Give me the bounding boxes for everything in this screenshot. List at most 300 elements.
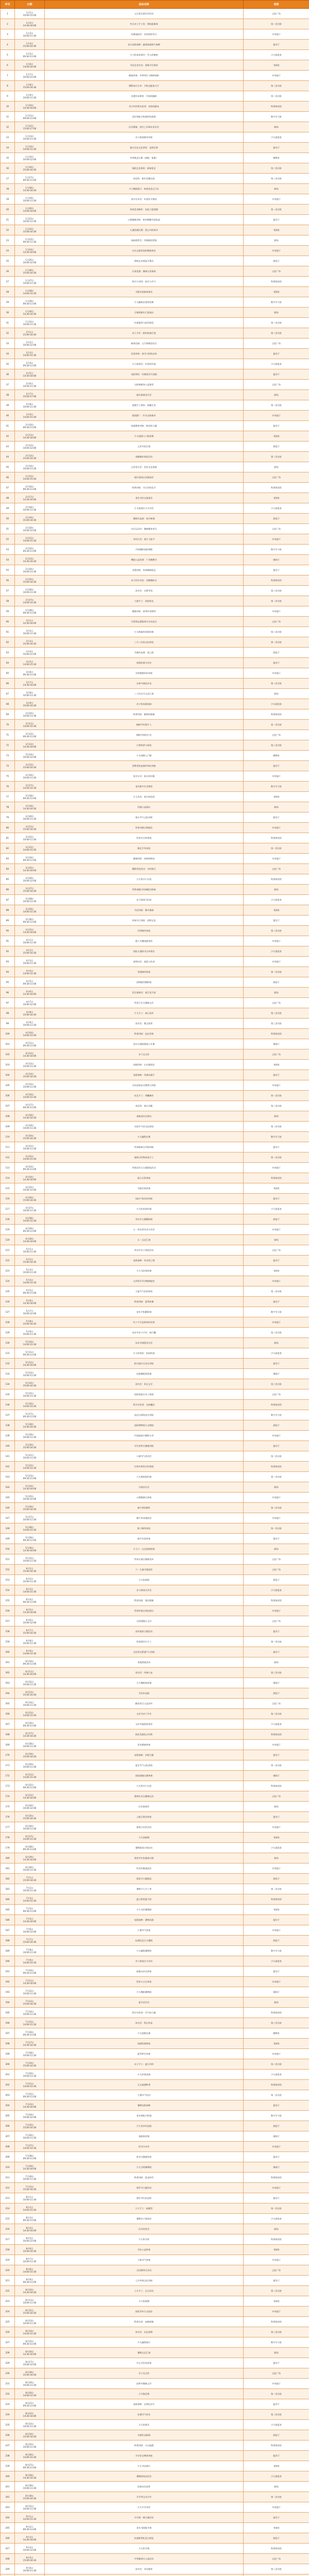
table-row — [1, 1967, 309, 1977]
row-number: 54 — [1, 555, 15, 565]
row-date-time: 10:00-12:00 — [23, 446, 37, 449]
row-venue: 多功能厅 — [244, 1925, 309, 1936]
table-row — [1, 1348, 309, 1359]
row-date-day: 1月5日 — [26, 52, 33, 55]
row-number: 154 — [1, 1585, 15, 1596]
row-date-time: 09:30-11:00 — [23, 2404, 37, 2407]
row-number: 114 — [1, 1173, 15, 1183]
row-date — [15, 565, 45, 575]
row-date-time: 14:00-15:30 — [23, 1095, 37, 1098]
row-date — [15, 2265, 45, 2276]
row-date-time: 15:00-16:30 — [23, 518, 37, 521]
table-row — [1, 1626, 309, 1637]
row-venue: 文化广场 — [244, 9, 309, 19]
row-number: 139 — [1, 1431, 15, 1441]
row-date-day: 2月5日 — [26, 371, 33, 375]
row-number: 97 — [1, 998, 15, 1008]
row-date-day: 2月21日 — [25, 536, 34, 539]
row-venue: 多功能厅 — [244, 1225, 309, 1235]
header-date: 日期 — [15, 1, 45, 9]
table-row — [1, 606, 309, 617]
row-activity-name: 抗战纪念日主题展 — [45, 1936, 244, 1946]
table-row — [1, 1905, 309, 1915]
row-date-day: 6月19日 — [25, 1752, 34, 1755]
table-row — [1, 1194, 309, 1204]
row-activity-name: 阅读推广：好书交换集市 — [45, 411, 244, 421]
row-date-day: 4月29日 — [25, 1227, 34, 1230]
row-venue: 报告厅 — [244, 916, 309, 926]
table-row — [1, 174, 309, 184]
row-date — [15, 2461, 45, 2471]
row-number: 36 — [1, 369, 15, 380]
row-venue: 文化广场 — [244, 864, 309, 874]
row-number: 185 — [1, 1905, 15, 1915]
row-venue: 数字学习室 — [244, 297, 309, 308]
row-date — [15, 338, 45, 349]
row-date — [15, 1771, 45, 1781]
row-date — [15, 184, 45, 194]
table-row — [1, 225, 309, 235]
row-date-time: 09:30-11:00 — [23, 2157, 37, 2160]
row-date — [15, 1884, 45, 1894]
row-date — [15, 2430, 45, 2441]
row-activity-name: 国画讲座：山水画技法 — [45, 1060, 244, 1070]
row-number: 65 — [1, 668, 15, 679]
row-activity-name: 粽子制作体验 — [45, 1523, 244, 1534]
row-date-day: 3月5日 — [26, 660, 33, 663]
row-number: 49 — [1, 503, 15, 514]
row-date — [15, 2471, 45, 2482]
row-number: 220 — [1, 2265, 15, 2276]
table-row — [1, 2554, 309, 2564]
row-date-day: 5月19日 — [25, 1433, 34, 1436]
row-date-day: 6月30日 — [25, 1866, 34, 1869]
row-number: 242 — [1, 2492, 15, 2502]
row-date-day: 2月9日 — [26, 413, 33, 416]
row-activity-name: 劳动节主题摄影展 — [45, 1214, 244, 1225]
row-number: 81 — [1, 833, 15, 843]
row-date — [15, 843, 45, 854]
row-date-day: 1月9日 — [26, 93, 33, 96]
row-venue: 文化广场 — [244, 617, 309, 627]
row-number: 56 — [1, 575, 15, 586]
row-activity-name: 话剧公益演出 — [45, 802, 244, 812]
row-date-time: 15:00-16:30 — [23, 2373, 37, 2376]
row-venue: 报告厅 — [244, 215, 309, 225]
table-row — [1, 1266, 309, 1276]
row-venue — [244, 2574, 309, 2576]
row-number: 199 — [1, 2049, 15, 2059]
table-row — [1, 648, 309, 658]
row-activity-name: 泥塑手工体验：萌趣生肖 — [45, 400, 244, 411]
row-date — [15, 359, 45, 369]
row-date — [15, 1822, 45, 1833]
row-date — [15, 2245, 45, 2255]
row-number: 89 — [1, 916, 15, 926]
row-date-time: 10:00-11:30 — [23, 1209, 37, 1212]
table-row — [1, 163, 309, 174]
table-row — [1, 524, 309, 534]
row-number: 170 — [1, 1750, 15, 1760]
row-date-time: 10:00-11:30 — [23, 1744, 37, 1748]
row-date — [15, 2358, 45, 2368]
table-row — [1, 1132, 309, 1142]
row-date-day: 8月5日 — [26, 2236, 33, 2240]
row-number: 67 — [1, 689, 15, 699]
row-activity-name: 处暑节气茶会 — [45, 2410, 244, 2420]
row-activity-name: 少儿开学诗会 — [45, 2502, 244, 2513]
row-number: 83 — [1, 854, 15, 864]
row-date — [15, 988, 45, 998]
row-venue: 科普体验馆 — [244, 1894, 309, 1905]
row-date-time: 10:00-11:30 — [23, 1250, 37, 1253]
table-row — [1, 916, 309, 926]
table-row — [1, 1286, 309, 1297]
row-date-day: 7月17日 — [25, 2041, 34, 2044]
row-venue: 排练厅 — [244, 1987, 309, 1997]
row-date — [15, 163, 45, 174]
table-row — [1, 29, 309, 40]
row-number: 74 — [1, 761, 15, 771]
row-date-time: 10:00-11:30 — [23, 405, 37, 408]
row-date-day: 6月17日 — [25, 1732, 34, 1735]
row-date-time: 10:00-11:30 — [23, 693, 37, 697]
row-date-time: 10:00-11:30 — [23, 590, 37, 594]
row-number: 173 — [1, 1781, 15, 1791]
row-activity-name: 国际家庭日亲子游戏 — [45, 1389, 244, 1400]
row-venue: 剧场 — [244, 1111, 309, 1122]
row-venue: 少儿阅览室 — [244, 946, 309, 957]
row-venue: 报告厅 — [244, 1626, 309, 1637]
row-date — [15, 998, 45, 1008]
row-date-day: 3月25日 — [25, 866, 34, 869]
row-number: 214 — [1, 2204, 15, 2214]
row-number: 189 — [1, 1946, 15, 1956]
row-date-day: 1月1日 — [26, 11, 33, 14]
row-date-day: 6月16日 — [25, 1721, 34, 1724]
row-activity-name: 世界戏剧日经典剧目展演 — [45, 885, 244, 895]
row-activity-name: 科普讲座：夏季防暑 — [45, 1297, 244, 1307]
row-activity-name: 摄影外拍活动：寻找春天 — [45, 864, 244, 874]
row-date — [15, 503, 45, 514]
row-venue: 报告厅 — [244, 1359, 309, 1369]
row-activity-name: 暑期阅读总结会 — [45, 2471, 244, 2482]
row-date — [15, 1060, 45, 1070]
row-date-time: 15:00-16:30 — [23, 1075, 37, 1078]
table-row — [1, 318, 309, 328]
row-date — [15, 1709, 45, 1719]
row-number: 3 — [1, 29, 15, 40]
table-row — [1, 771, 309, 782]
row-date-day: 7月5日 — [26, 1917, 33, 1920]
table-row — [1, 1730, 309, 1740]
table-row — [1, 1802, 309, 1812]
row-number: 130 — [1, 1338, 15, 1348]
row-venue: 第三活动室 — [244, 2018, 309, 2028]
row-venue: 报告厅 — [244, 421, 309, 431]
row-venue: 少儿阅览室 — [244, 2214, 309, 2224]
row-number: 16 — [1, 163, 15, 174]
row-date-day: 2月14日 — [25, 464, 34, 467]
row-activity-name: 电影放映：亲情主题 — [45, 1750, 244, 1760]
table-row — [1, 2461, 309, 2471]
row-number: 22 — [1, 225, 15, 235]
row-number: 75 — [1, 771, 15, 782]
row-venue: 第一活动室 — [244, 2389, 309, 2399]
row-activity-name: 少儿编程比赛 — [45, 1132, 244, 1142]
row-date-day: 6月7日 — [26, 1629, 33, 1632]
table-row — [1, 2276, 309, 2286]
row-date-day: 7月29日 — [25, 2164, 34, 2167]
row-activity-name: 家庭教育讲座：陪伴的力量 — [45, 421, 244, 431]
row-activity-name: 猜灯谜闹元宵游园会 — [45, 472, 244, 483]
row-number: 110 — [1, 1132, 15, 1142]
row-activity-name: 少儿书法暑期班 — [45, 1905, 244, 1915]
row-date-day: 5月29日 — [25, 1536, 34, 1539]
row-date-time: 10:00-11:30 — [23, 1374, 37, 1377]
row-date-time: 10:00-12:00 — [23, 343, 37, 346]
row-date — [15, 658, 45, 668]
row-date-day: 6月5日 — [26, 1608, 33, 1611]
row-activity-name: 医师节健康义诊 — [45, 2379, 244, 2389]
row-date-day: 5月30日 — [25, 1546, 34, 1549]
row-venue: 第二活动室 — [244, 627, 309, 637]
row-number: 137 — [1, 1410, 15, 1420]
table-row — [1, 679, 309, 689]
row-activity-name: 国际瑜伽日健身课 — [45, 1771, 244, 1781]
row-number: 53 — [1, 545, 15, 555]
row-activity-name: 地球日旧物改造手工 — [45, 1153, 244, 1163]
row-date-day: 5月8日 — [26, 1319, 33, 1323]
row-date — [15, 2554, 45, 2564]
row-date — [15, 318, 45, 328]
row-number: 103 — [1, 1060, 15, 1070]
row-number: 151 — [1, 1554, 15, 1565]
table-row — [1, 1534, 309, 1544]
row-number: 29 — [1, 297, 15, 308]
row-date-time: 09:30-11:00 — [23, 1786, 37, 1789]
row-venue: 科普体验馆 — [244, 1173, 309, 1183]
row-number: 176 — [1, 1812, 15, 1822]
row-activity-name: 亲子运动会 — [45, 1049, 244, 1060]
row-date-time: 10:00-12:00 — [23, 75, 37, 78]
row-date-time: 09:30-11:00 — [23, 1848, 37, 1851]
row-number: 193 — [1, 1987, 15, 1997]
row-date-time: 15:00-16:30 — [23, 86, 37, 89]
row-date-time: 15:00-16:30 — [23, 1137, 37, 1140]
row-date-day: 8月1日 — [26, 2195, 33, 2198]
row-date-day: 9月3日 — [26, 2535, 33, 2538]
row-date-time: 10:00-11:30 — [23, 2383, 37, 2386]
table-row — [1, 2513, 309, 2523]
row-activity-name: 少儿故事会：年兽的传说 — [45, 359, 244, 369]
table-row — [1, 493, 309, 503]
row-date — [15, 101, 45, 112]
row-venue: 多功能厅 — [244, 1606, 309, 1616]
row-date — [15, 1049, 45, 1060]
row-venue: 科普体验馆 — [244, 1400, 309, 1410]
row-date — [15, 2317, 45, 2327]
row-number: 205 — [1, 2111, 15, 2121]
row-date — [15, 2183, 45, 2193]
row-date-time: 14:00-15:30 — [23, 1219, 37, 1222]
row-date-day: 4月4日 — [26, 969, 33, 972]
row-number: 63 — [1, 648, 15, 658]
row-date — [15, 699, 45, 709]
row-number: 236 — [1, 2430, 15, 2441]
table-row — [1, 1884, 309, 1894]
row-activity-name: 非遗讲座：传统刺绣技艺 — [45, 565, 244, 575]
row-date-time: 09:30-11:00 — [23, 1229, 37, 1232]
row-date-day: 6月13日 — [25, 1690, 34, 1693]
row-date — [15, 1791, 45, 1802]
row-venue: 多功能厅 — [244, 936, 309, 946]
row-activity-name: 暑期少儿手工营 — [45, 1884, 244, 1894]
table-row — [1, 751, 309, 761]
row-number: 249 — [1, 2564, 15, 2574]
row-date-day: 9月1日 — [26, 2515, 33, 2518]
row-activity-name: 少儿绘本创作课 — [45, 1204, 244, 1214]
row-venue: 第一活动室 — [244, 2090, 309, 2100]
row-venue: 少儿阅览室 — [244, 1956, 309, 1967]
row-number: 10 — [1, 101, 15, 112]
row-activity-name: 亲子科学实验：会跳舞的水 — [45, 575, 244, 586]
row-number: 4 — [1, 40, 15, 50]
row-number: 210 — [1, 2162, 15, 2173]
row-date-day: 1月10日 — [25, 104, 34, 107]
row-venue: 多功能厅 — [244, 957, 309, 967]
row-activity-name: 汤圆制作体验活动 — [45, 452, 244, 462]
table-row — [1, 308, 309, 318]
row-number: 213 — [1, 2193, 15, 2204]
row-date-time: 14:00-15:30 — [23, 1343, 37, 1346]
row-activity-name: 端午民俗讲座 — [45, 1534, 244, 1544]
row-date-day: 1月28日 — [25, 289, 34, 292]
row-date — [15, 442, 45, 452]
row-venue: 数字学习室 — [244, 782, 309, 792]
row-number: 100 — [1, 1029, 15, 1039]
row-date-day: 9月2日 — [26, 2525, 33, 2528]
table-row — [1, 812, 309, 823]
row-date-day: 5月1日 — [26, 1247, 33, 1250]
row-date — [15, 1678, 45, 1688]
row-date — [15, 2111, 45, 2121]
row-date-time: 15:00-16:30 — [23, 1507, 37, 1511]
row-activity-name: 少儿国画课 — [45, 1833, 244, 1843]
row-date-day: 3月29日 — [25, 907, 34, 910]
table-row — [1, 1977, 309, 1987]
row-activity-name: 母亲节亲子手作：康乃馨 — [45, 1328, 244, 1338]
row-activity-name: 奥林匹克日趣味运动 — [45, 1791, 244, 1802]
table-row — [1, 699, 309, 709]
row-number: 66 — [1, 679, 15, 689]
row-activity-name: 少儿编程暑期营 — [45, 1946, 244, 1956]
table-row — [1, 1431, 309, 1441]
row-number: 140 — [1, 1441, 15, 1451]
row-number: 203 — [1, 2090, 15, 2100]
row-date-time: 10:00-12:00 — [23, 2239, 37, 2242]
table-row — [1, 297, 309, 308]
table-row — [1, 349, 309, 359]
row-number: 102 — [1, 1049, 15, 1060]
row-number: 12 — [1, 122, 15, 132]
row-activity-name: 青团制作体验 — [45, 967, 244, 977]
row-date-time: 14:00-15:30 — [23, 2394, 37, 2397]
row-activity-name: 扇面绘画体验 — [45, 2039, 244, 2049]
row-number: 118 — [1, 1214, 15, 1225]
row-date — [15, 2131, 45, 2142]
table-row — [1, 2482, 309, 2492]
row-date-time: 14:00-15:30 — [23, 663, 37, 666]
row-date-time: 14:30-16:00 — [23, 1178, 37, 1181]
row-date-time: 14:00-15:30 — [23, 786, 37, 789]
table-row — [1, 50, 309, 60]
row-number: 90 — [1, 926, 15, 936]
row-number: 96 — [1, 988, 15, 998]
row-activity-name: 合唱团新年汇报演出 — [45, 308, 244, 318]
row-venue: 剧场 — [244, 1657, 309, 1668]
row-date-time: 14:00-15:30 — [23, 2517, 37, 2520]
row-date — [15, 2451, 45, 2461]
table-row — [1, 689, 309, 699]
row-number: 228 — [1, 2348, 15, 2358]
row-activity-name: 暑期阅读计划启动 — [45, 1843, 244, 1853]
row-venue: 报告厅 — [244, 1070, 309, 1080]
row-date-day: 3月9日 — [26, 701, 33, 704]
row-venue: 少儿阅览室 — [244, 1348, 309, 1359]
row-date-day: 4月25日 — [25, 1185, 34, 1189]
row-date-time: 14:00-15:30 — [23, 1281, 37, 1284]
row-number: 120 — [1, 1235, 15, 1245]
table-row — [1, 266, 309, 277]
row-activity-name: 开学第一课主题活动 — [45, 2513, 244, 2523]
row-date — [15, 802, 45, 812]
row-number: 235 — [1, 2420, 15, 2430]
row-date-time: 10:00-11:30 — [23, 2177, 37, 2180]
row-date-day: 3月11日 — [25, 722, 34, 725]
table-row — [1, 514, 309, 524]
row-number: 201 — [1, 2070, 15, 2080]
row-date — [15, 431, 45, 442]
row-date-time: 15:00-16:30 — [23, 2126, 37, 2129]
row-date-day: 8月6日 — [26, 2247, 33, 2250]
row-date — [15, 679, 45, 689]
row-activity-name: 亲子阅读马拉松 — [45, 895, 244, 905]
row-venue: 剧场 — [244, 235, 309, 246]
row-number: 57 — [1, 586, 15, 596]
row-activity-name: 端午诗词诵读会 — [45, 1513, 244, 1523]
row-date — [15, 1915, 45, 1925]
row-date — [15, 1122, 45, 1132]
row-date-day: 1月13日 — [25, 134, 34, 138]
row-activity-name: 书法艺术沙龙：春联书写体验 — [45, 60, 244, 71]
row-date — [15, 2234, 45, 2245]
table-row — [1, 885, 309, 895]
row-activity-name: 读书分享会 — [45, 2142, 244, 2152]
row-date-time: 09:00-11:00 — [23, 116, 37, 120]
row-activity-name: 插花艺术体验：新春花艺 — [45, 163, 244, 174]
row-number: 144 — [1, 1482, 15, 1493]
row-activity-name: 科普实验：电路探秘 — [45, 2317, 244, 2327]
row-date-time: 15:00-16:30 — [23, 230, 37, 233]
row-venue: 剧场 — [244, 885, 309, 895]
row-date-day: 8月24日 — [25, 2432, 34, 2435]
table-row — [1, 1565, 309, 1575]
table-body — [1, 9, 309, 2576]
row-activity-name: 暑期亲子阅读会 — [45, 2214, 244, 2224]
row-venue: 报告厅 — [244, 1647, 309, 1657]
row-venue: 报告厅 — [244, 2276, 309, 2286]
